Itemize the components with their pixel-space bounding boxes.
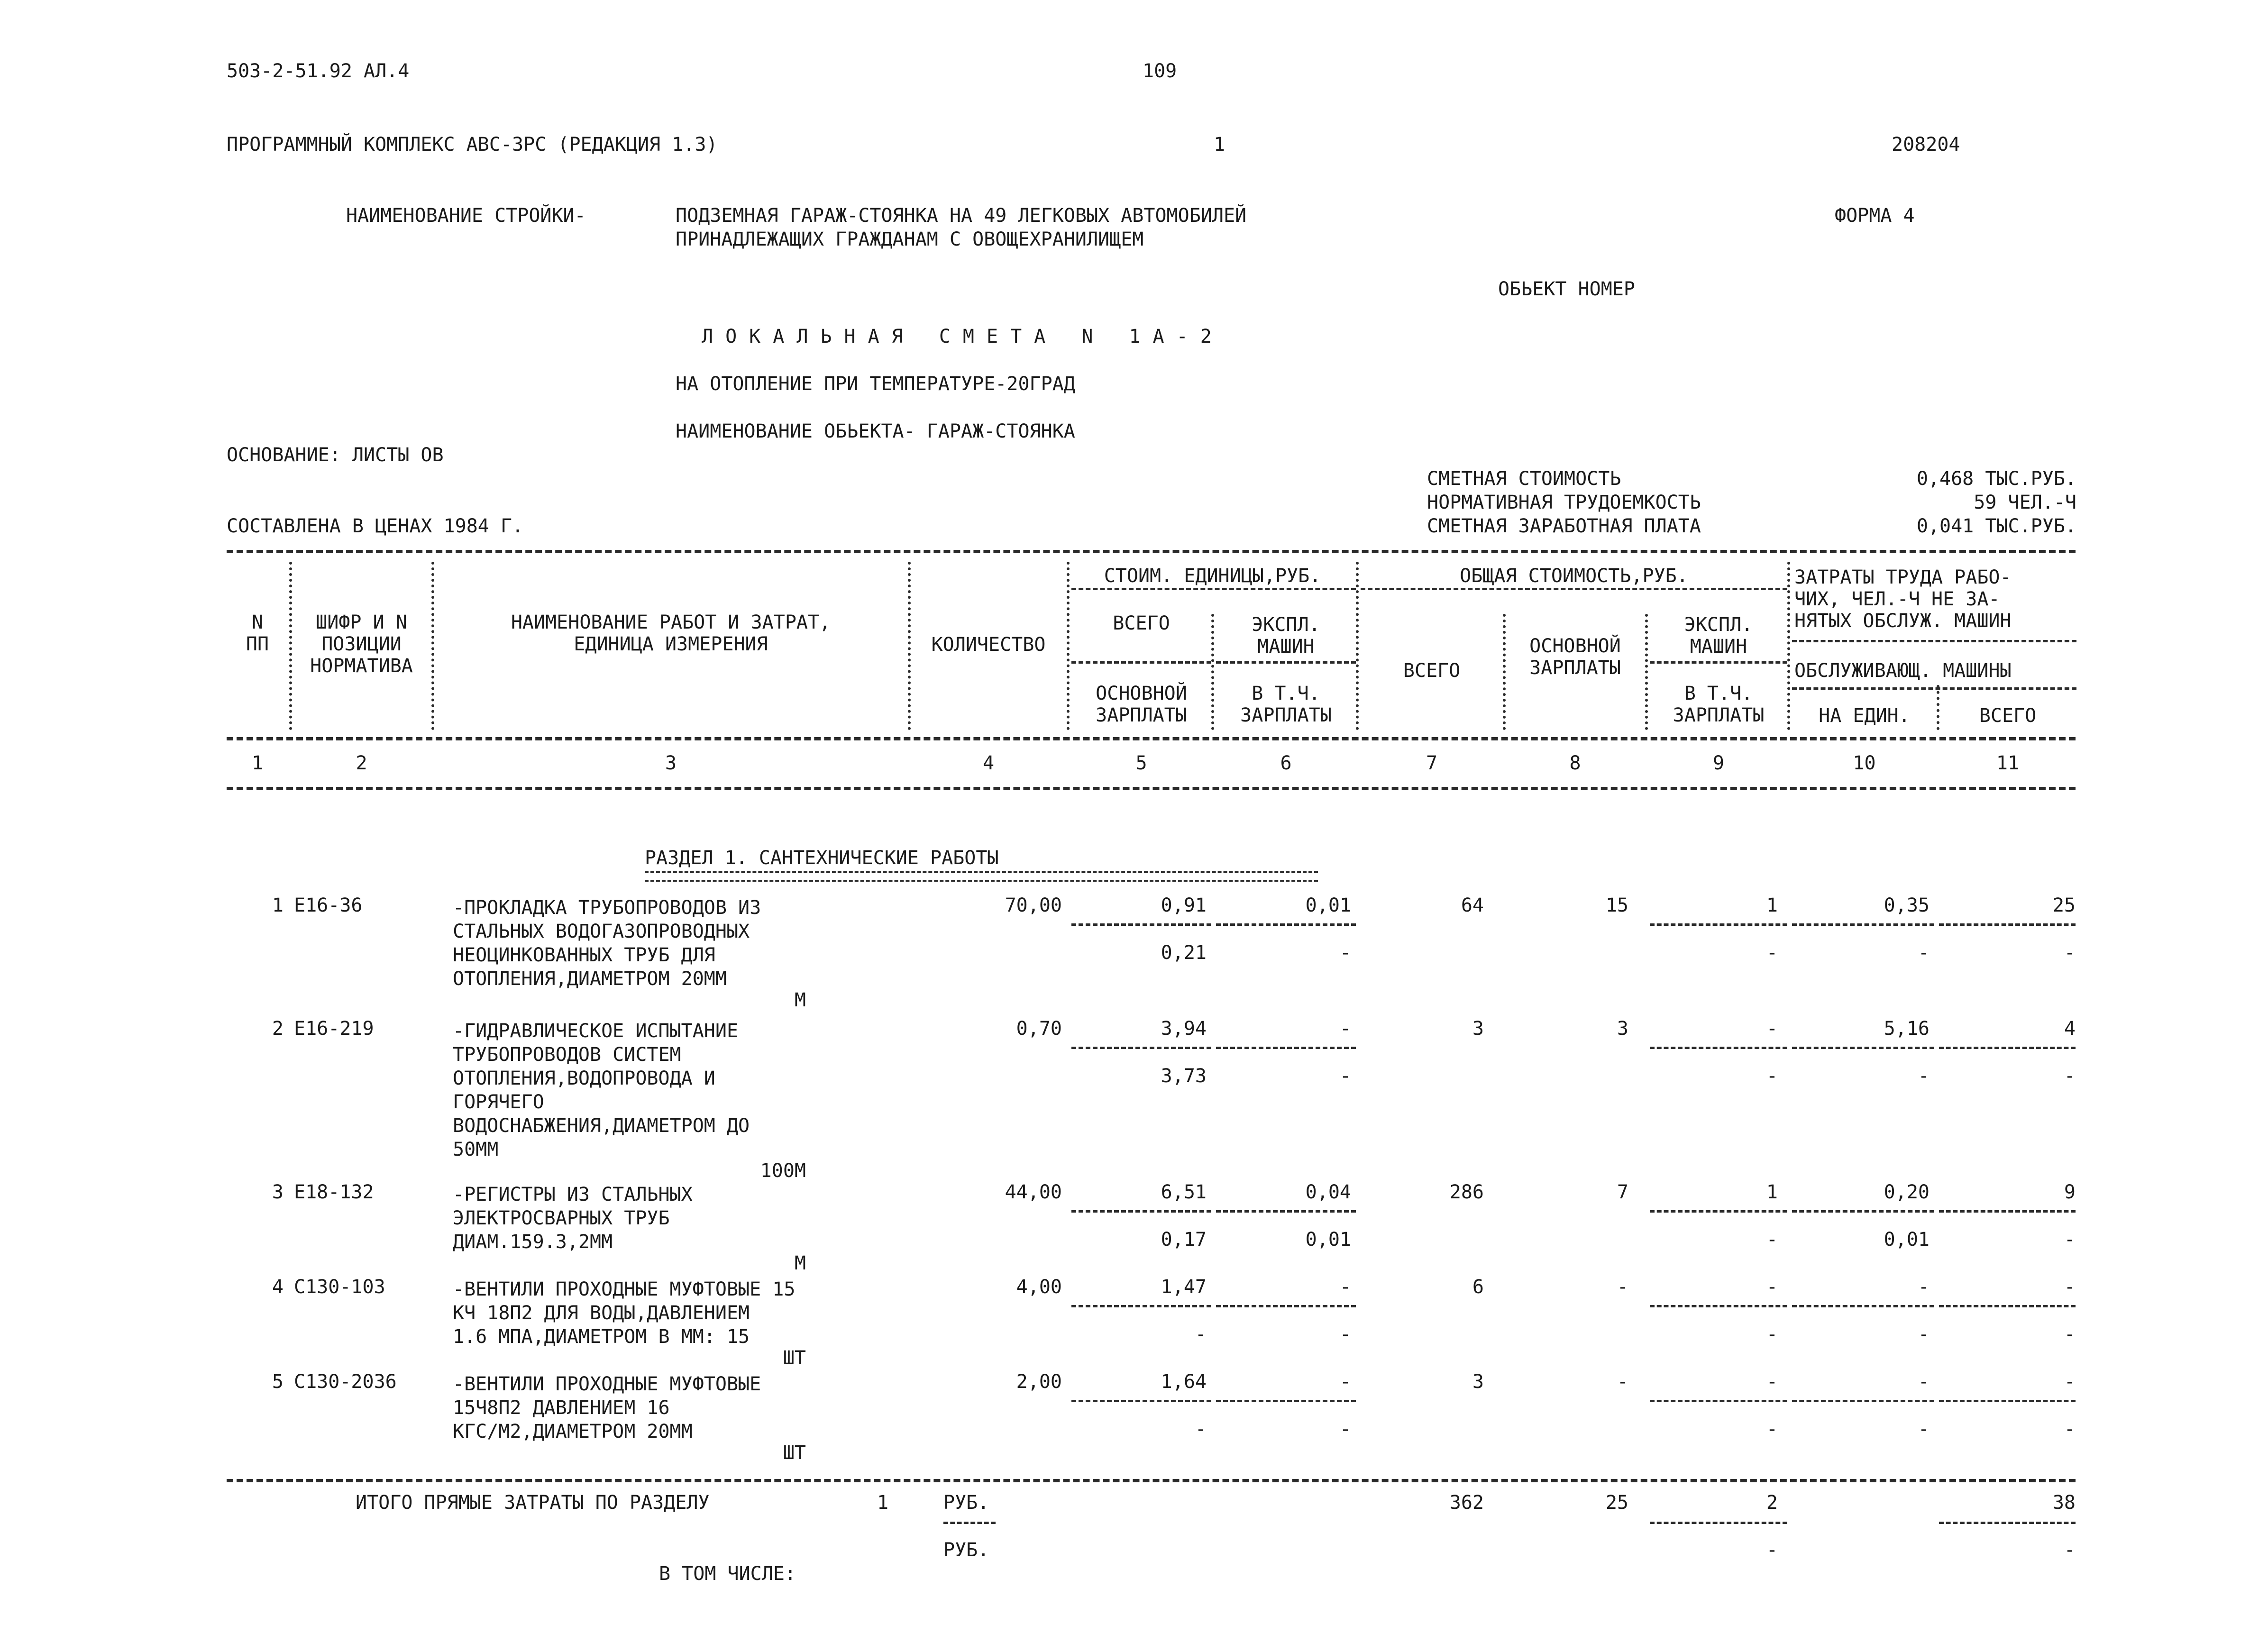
row-c9: - (1766, 1276, 1778, 1298)
row-unit: ШТ (783, 1442, 806, 1464)
row-c6b: 0,01 (1305, 1229, 1351, 1250)
row-c11-rule (1939, 1047, 2076, 1049)
row-c10-rule (1792, 1305, 1934, 1307)
row-c11-rule (1939, 1210, 2076, 1213)
row-c6-rule (1216, 923, 1356, 926)
colnum-7: 7 (1426, 752, 1438, 774)
row-unit: ШТ (783, 1347, 806, 1369)
col-divider-8 (1645, 614, 1648, 730)
header-total-cost: ОБЩАЯ СТОИМОСТЬ,РУБ. (1460, 565, 1688, 587)
row-code: Е16-219 (294, 1018, 374, 1040)
row-code: Е18-132 (294, 1181, 374, 1203)
totals-c11b: - (2064, 1539, 2076, 1561)
row-c5-rule (1071, 1400, 1211, 1402)
row-qty: 44,00 (1005, 1181, 1062, 1203)
object-name: НАИМЕНОВАНИЕ ОБЬЕКТА- ГАРАЖ-СТОЯНКА (676, 420, 1075, 442)
row-c8: - (1617, 1371, 1628, 1393)
row-c9-rule (1650, 1210, 1787, 1213)
header-col-7: ВСЕГО (1403, 660, 1461, 682)
row-c6-rule (1216, 1305, 1356, 1307)
row-unit: М (794, 989, 806, 1011)
row-c9b: - (1766, 1418, 1778, 1440)
totals-top-rule (227, 1479, 2076, 1482)
row-c10-rule (1792, 1047, 1934, 1049)
row-qty: 70,00 (1005, 894, 1062, 916)
row-c7: 286 (1449, 1181, 1484, 1203)
estimate-subtitle: НА ОТОПЛЕНИЕ ПРИ ТЕМПЕРАТУРЕ-20ГРАД (676, 373, 1075, 395)
section-title: РАЗДЕЛ 1. САНТЕХНИЧЕСКИЕ РАБОТЫ (645, 847, 999, 869)
row-c6: - (1339, 1276, 1351, 1298)
row-c8: 15 (1605, 894, 1628, 916)
row-c6-rule (1216, 1210, 1356, 1213)
colnum-8: 8 (1569, 752, 1581, 774)
row-c5b: - (1195, 1323, 1207, 1345)
row-code: С130-2036 (294, 1371, 397, 1393)
row-name: -ВЕНТИЛИ ПРОХОДНЫЕ МУФТОВЫЕ 15 КЧ 18П2 ДЛЯ ВОДЫ,ДАВЛЕНИЕМ 1.6 МПА,ДИАМЕТРОМ В ММ: 15 (453, 1278, 796, 1348)
totals-c7: 362 (1449, 1492, 1484, 1514)
row-c9: - (1766, 1018, 1778, 1040)
row-n: 3 (272, 1181, 284, 1203)
row-c9-rule (1650, 1400, 1787, 1402)
row-c8: - (1617, 1276, 1628, 1298)
construction-line-2: ПРИНАДЛЕЖАЩИХ ГРАЖДАНАМ С ОВОЩЕХРАНИЛИЩЕМ (676, 228, 1144, 250)
totals-c9b: - (1766, 1539, 1778, 1561)
header-unit-cost: СТОИМ. ЕДИНИЦЫ,РУБ. (1104, 565, 1321, 587)
row-c10-rule (1792, 923, 1934, 926)
colnum-3: 3 (665, 752, 677, 774)
row-c5-rule (1071, 1305, 1211, 1307)
header-col-6a: ЭКСПЛ. МАШИН (1252, 614, 1320, 657)
row-c9: 1 (1766, 1181, 1778, 1203)
colnum-11: 11 (1996, 752, 2020, 774)
row-c11b: - (2064, 1323, 2076, 1345)
row-c10: 0,35 (1884, 894, 1930, 916)
row-c11b: - (2064, 1229, 2076, 1250)
row-c10: - (1918, 1371, 1930, 1393)
header-col-9b: В Т.Ч. ЗАРПЛАТЫ (1673, 683, 1765, 726)
row-c10: - (1918, 1276, 1930, 1298)
row-c11-rule (1939, 1400, 2076, 1402)
colnum-5: 5 (1135, 752, 1147, 774)
header-col-6b: В Т.Ч. ЗАРПЛАТЫ (1240, 683, 1332, 726)
row-c9b: - (1766, 1323, 1778, 1345)
row-c5b: - (1195, 1418, 1207, 1440)
row-c5: 1,47 (1161, 1276, 1207, 1298)
summary-value-cost: 0,468 ТЫС.РУБ. (1916, 468, 2076, 490)
row-n: 5 (272, 1371, 284, 1393)
row-c11b: - (2064, 942, 2076, 964)
row-c10: 0,20 (1884, 1181, 1930, 1203)
row-code: С130-103 (294, 1276, 385, 1298)
header-col-8: ОСНОВНОЙ ЗАРПЛАТЫ (1529, 635, 1621, 679)
colnum-9: 9 (1712, 752, 1725, 774)
row-c5-rule (1071, 1047, 1211, 1049)
row-name: -ВЕНТИЛИ ПРОХОДНЫЕ МУФТОВЫЕ 15Ч8П2 ДАВЛЕНИЕМ 16 КГС/М2,ДИАМЕТРОМ 20ММ (453, 1373, 761, 1442)
row-c5b: 0,21 (1161, 942, 1207, 964)
row-unit: 100М (760, 1160, 806, 1182)
header-col-11: ВСЕГО (1979, 705, 2037, 727)
row-c5: 0,91 (1161, 894, 1207, 916)
header-bottom-rule (227, 737, 2076, 740)
row-c5: 3,94 (1161, 1018, 1207, 1040)
row-c10: 5,16 (1884, 1018, 1930, 1040)
object-number: ОБЬЕКТ НОМЕР (1498, 278, 1635, 300)
colnum-4: 4 (982, 752, 995, 774)
table-top-rule (227, 550, 2076, 553)
summary-label-labor: НОРМАТИВНАЯ ТРУДОЕМКОСТЬ (1427, 492, 1701, 513)
construction-line-1: ПОДЗЕМНАЯ ГАРАЖ-СТОЯНКА НА 49 ЛЕГКОВЫХ АВТОМОБИЛЕЙ (676, 205, 1247, 227)
labor-rule-2 (1792, 687, 2076, 690)
row-qty: 2,00 (1016, 1371, 1062, 1393)
row-c11-rule (1939, 1305, 2076, 1307)
row-c10-rule (1792, 1400, 1934, 1402)
col-divider-4 (1067, 562, 1070, 730)
estimate-title: ЛОКАЛЬНАЯ СМЕТА N 1А-2 (702, 326, 1224, 347)
row-c11-rule (1939, 923, 2076, 926)
row-c5-rule (1071, 1210, 1211, 1213)
c5-split-rule (1071, 661, 1211, 664)
row-c5-rule (1071, 923, 1211, 926)
row-c5: 1,64 (1161, 1371, 1207, 1393)
header-col-2: ШИФР И N ПОЗИЦИИ НОРМАТИВА (310, 612, 413, 677)
row-c8: 3 (1617, 1018, 1628, 1040)
row-c6b: - (1339, 942, 1351, 964)
row-c6: - (1339, 1018, 1351, 1040)
row-c6: - (1339, 1371, 1351, 1393)
row-name: -ГИДРАВЛИЧЕСКОЕ ИСПЫТАНИЕ ТРУБОПРОВОДОВ СИСТЕМ ОТОПЛЕНИЯ,ВОДОПРОВОДА И ГОРЯЧЕГО ВОДОСНАБЖЕНИЯ,ДИАМЕТРОМ ДО 50ММ (453, 1020, 750, 1160)
labor-rule-1 (1792, 640, 2076, 642)
colnum-6: 6 (1280, 752, 1292, 774)
header-col-3: НАИМЕНОВАНИЕ РАБОТ И ЗАТРАТ, ЕДИНИЦА ИЗМЕРЕНИЯ (511, 612, 831, 655)
totals-section: 1 (877, 1492, 889, 1514)
row-c10b: 0,01 (1884, 1229, 1930, 1250)
row-c10b: - (1918, 1418, 1930, 1440)
header-col-4: КОЛИЧЕСТВО (931, 634, 1046, 656)
header-col-10: НА ЕДИН. (1819, 705, 1910, 727)
colnum-bottom-rule (227, 787, 2076, 790)
row-c6b: - (1339, 1418, 1351, 1440)
row-c11: 25 (2052, 894, 2076, 916)
summary-value-labor: 59 ЧЕЛ.-Ч (1974, 492, 2076, 513)
sheet-number: 1 (1214, 134, 1225, 155)
row-c6b: - (1339, 1065, 1351, 1087)
colnum-1: 1 (251, 752, 264, 774)
row-c9b: - (1766, 1229, 1778, 1250)
totals-label: ИТОГО ПРЯМЫЕ ЗАТРАТЫ ПО РАЗДЕЛУ (356, 1492, 710, 1514)
code-number: 208204 (1892, 134, 1960, 155)
row-c5b: 0,17 (1161, 1229, 1207, 1250)
including-label: В ТОМ ЧИСЛЕ: (659, 1563, 796, 1585)
row-c9-rule (1650, 1305, 1787, 1307)
totals-unit-rule (943, 1522, 996, 1524)
totals-c8: 25 (1605, 1492, 1628, 1514)
row-c7: 3 (1472, 1018, 1484, 1040)
row-c9-rule (1650, 923, 1787, 926)
page-number: 109 (1143, 60, 1177, 82)
row-c7: 64 (1461, 894, 1484, 916)
colnum-2: 2 (356, 752, 367, 774)
row-name: -РЕГИСТРЫ ИЗ СТАЛЬНЫХ ЭЛЕКТРОСВАРНЫХ ТРУБ ДИАМ.159.3,2ММ (453, 1184, 693, 1253)
form-number: ФОРМА 4 (1835, 205, 1915, 227)
row-c8: 7 (1617, 1181, 1628, 1203)
row-name: -ПРОКЛАДКА ТРУБОПРОВОДОВ ИЗ СТАЛЬНЫХ ВОДОГАЗОПРОВОДНЫХ НЕОЦИНКОВАННЫХ ТРУБ ДЛЯ ОТОПЛЕНИЯ,ДИАМЕТРОМ 20ММ (453, 897, 761, 990)
col-divider-5 (1211, 614, 1214, 730)
row-c9: 1 (1766, 894, 1778, 916)
row-c10-rule (1792, 1210, 1934, 1213)
construction-label: НАИМЕНОВАНИЕ СТРОЙКИ- (346, 205, 586, 227)
row-c11: - (2064, 1371, 2076, 1393)
total-cost-rule (1361, 588, 1787, 590)
header-col-1: N ПП (246, 612, 269, 655)
row-c10b: - (1918, 942, 1930, 964)
row-c9-rule (1650, 1047, 1787, 1049)
row-c9b: - (1766, 1065, 1778, 1087)
row-unit: М (794, 1252, 806, 1274)
section-underline (645, 871, 1318, 882)
c6-split-rule (1216, 661, 1356, 664)
row-c10b: - (1918, 1065, 1930, 1087)
row-c11: - (2064, 1276, 2076, 1298)
totals-c11-rule (1939, 1522, 2076, 1524)
row-c6-rule (1216, 1400, 1356, 1402)
price-basis: СОСТАВЛЕНА В ЦЕНАХ 1984 Г. (227, 515, 524, 537)
row-c6b: - (1339, 1323, 1351, 1345)
totals-c9-rule (1650, 1522, 1787, 1524)
row-qty: 4,00 (1016, 1276, 1062, 1298)
header-col-9a: ЭКСПЛ. МАШИН (1684, 614, 1753, 657)
row-qty: 0,70 (1016, 1018, 1062, 1040)
row-c7: 3 (1472, 1371, 1484, 1393)
row-n: 2 (272, 1018, 284, 1040)
header-labor-service: ОБСЛУЖИВАЮЩ. МАШИНЫ (1794, 660, 2012, 682)
program-name: ПРОГРАММНЫЙ КОМПЛЕКС АВС-3РС (РЕДАКЦИЯ 1.3) (227, 134, 718, 155)
row-code: Е16-36 (294, 894, 363, 916)
col-divider-6 (1356, 562, 1359, 730)
col-divider-9 (1787, 562, 1790, 730)
summary-label-cost: СМЕТНАЯ СТОИМОСТЬ (1427, 468, 1621, 490)
row-c6-rule (1216, 1047, 1356, 1049)
summary-label-wage: СМЕТНАЯ ЗАРАБОТНАЯ ПЛАТА (1427, 515, 1701, 537)
row-c10b: - (1918, 1323, 1930, 1345)
row-c6: 0,04 (1305, 1181, 1351, 1203)
row-n: 4 (272, 1276, 284, 1298)
row-c11b: - (2064, 1418, 2076, 1440)
row-c7: 6 (1472, 1276, 1484, 1298)
totals-unit-1: РУБ. (943, 1492, 989, 1514)
header-col-5b: ОСНОВНОЙ ЗАРПЛАТЫ (1096, 683, 1187, 726)
row-c5: 6,51 (1161, 1181, 1207, 1203)
colnum-10: 10 (1853, 752, 1876, 774)
basis: ОСНОВАНИЕ: ЛИСТЫ ОВ (227, 444, 444, 466)
totals-c9: 2 (1766, 1492, 1778, 1514)
totals-unit-2: РУБ. (943, 1539, 989, 1561)
row-c11b: - (2064, 1065, 2076, 1087)
row-c9: - (1766, 1371, 1778, 1393)
header-col-5a: ВСЕГО (1113, 612, 1170, 634)
document-code: 503-2-51.92 АЛ.4 (227, 60, 410, 82)
row-c11: 4 (2064, 1018, 2076, 1040)
row-n: 1 (272, 894, 284, 916)
row-c5b: 3,73 (1161, 1065, 1207, 1087)
row-c9b: - (1766, 942, 1778, 964)
header-labor: ЗАТРАТЫ ТРУДА РАБО- ЧИХ, ЧЕЛ.-Ч НЕ ЗА- НЯТЫХ ОБСЛУЖ. МАШИН (1794, 566, 2012, 632)
unit-cost-rule (1071, 588, 1356, 590)
row-c11: 9 (2064, 1181, 2076, 1203)
row-c6: 0,01 (1305, 894, 1351, 916)
totals-c11: 38 (2052, 1492, 2076, 1514)
c9-split-rule (1650, 661, 1787, 664)
summary-value-wage: 0,041 ТЫС.РУБ. (1916, 515, 2076, 537)
